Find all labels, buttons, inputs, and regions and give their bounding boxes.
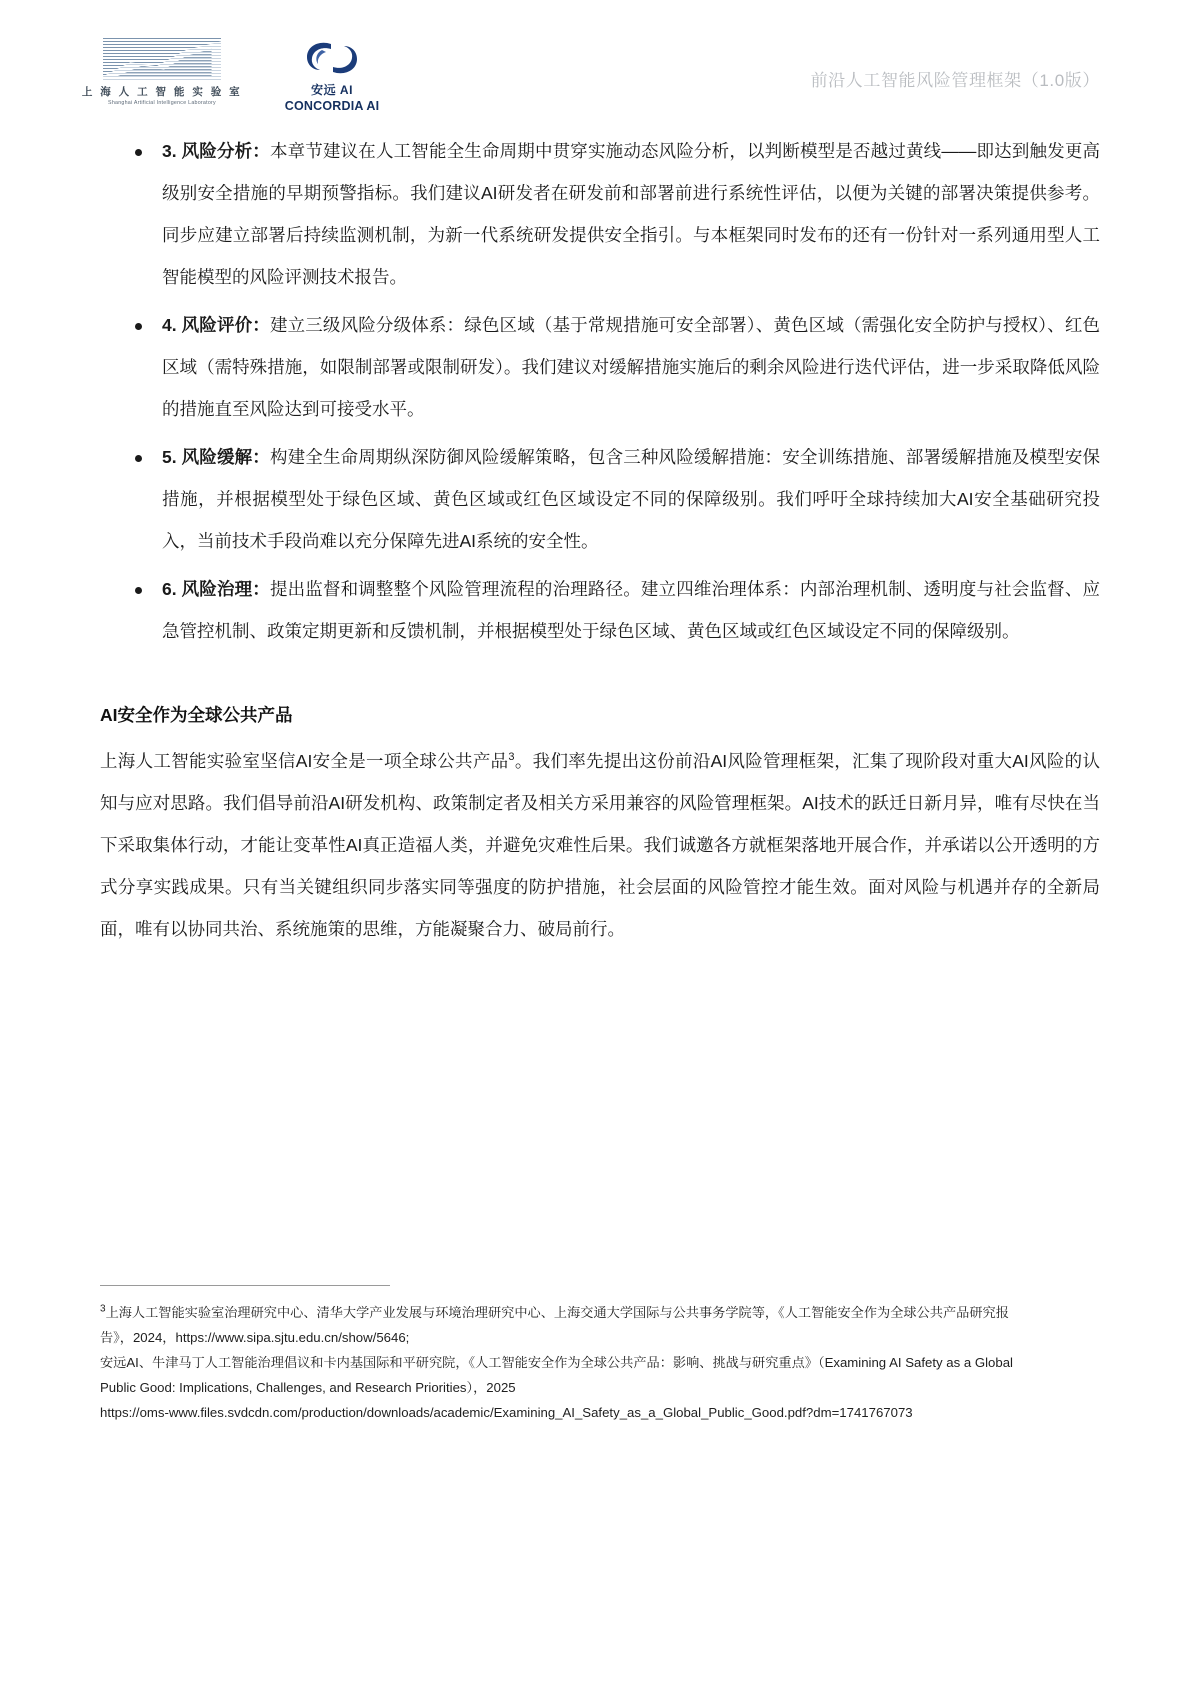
footnote-text-line-1: 上海人工智能实验室治理研究中心、清华大学产业发展与环境治理研究中心、上海交通大学国际与公共事务学院等，《人工智能安全作为全球公共产品研究报告》，2024，https://www.sipa.sjtu.edu.cn/show/5646;: [100, 1305, 1009, 1345]
bullet-body-text: 构建全生命周期纵深防御风险缓解策略，包含三种风险缓解措施：安全训练措施、部署缓解措施及模型安保措施，并根据模型处于绿色区域、黄色区域或红色区域设定不同的保障级别。我们呼吁全球持续加大AI安全基础研究投入，当前技术手段尚难以充分保障先进AI系统的安全性。: [162, 447, 1100, 551]
paragraph-text-before-footnote: 上海人工智能实验室坚信AI安全是一项全球公共产品: [100, 751, 509, 771]
shanghai-ai-lab-logo: [81, 38, 243, 106]
footnote-entry: [100, 1400, 1040, 1425]
list-item: [100, 436, 1100, 562]
list-item: [100, 568, 1100, 652]
footnote-entry: [100, 1350, 1040, 1400]
list-item: [100, 130, 1100, 298]
footnote-url-line-3[interactable]: https://oms-www.files.svdcdn.com/production/downloads/academic/Examining_AI_Safety_as_a_Global_Public_Good.pdf?dm=1741767073: [100, 1405, 913, 1420]
footnote-entry: [100, 1300, 1040, 1350]
concordia-ai-logo: [276, 38, 388, 113]
footnote-area: [100, 1285, 1040, 1425]
footnote-reference-marker[interactable]: 3: [508, 751, 515, 764]
section-heading: AI安全作为全球公共产品: [100, 705, 293, 725]
bullet-body-text: 本章节建议在人工智能全生命周期中贯穿实施动态风险分析，以判断模型是否越过黄线——即达到触发更高级别安全措施的早期预警指标。我们建议AI研发者在研发前和部署前进行系统性评估，以便为关键的部署决策提供参考。同步应建立部署后持续监测机制，为新一代系统研发提供安全指引。与本框架同时发布的还有一份针对一系列通用型人工智能模型的风险评测技术报告。: [162, 141, 1100, 287]
footnote-block: [100, 1300, 1040, 1425]
document-content: [100, 130, 1100, 950]
bullet-body-text: 提出监督和调整整个风险管理流程的治理路径。建立四维治理体系：内部治理机制、透明度与社会监督、应急管控机制、政策定期更新和反馈机制，并根据模型处于绿色区域、黄色区域或红色区域设定不同的保障级别。: [162, 579, 1100, 641]
section-paragraph: [100, 740, 1100, 950]
paragraph-text-after-footnote: 。我们率先提出这份前沿AI风险管理框架，汇集了现阶段对重大AI风险的认知与应对思路。我们倡导前沿AI研发机构、政策制定者及相关方采用兼容的风险管理框架。AI技术的跃迁日新月异，唯有尽快在当下采取集体行动，才能让变革性AI真正造福人类，并避免灾难性后果。我们诚邀各方就框架落地开展合作，并承诺以公开透明的方式分享实践成果。只有当关键组织同步落实同等强度的防护措施，社会层面的风险管控才能生效。面对风险与机遇并存的全新局面，唯有以协同共治、系统施策的思维，方能凝聚合力、破局前行。: [100, 751, 1100, 939]
footnote-separator-rule: [100, 1285, 390, 1286]
list-item: [100, 304, 1100, 430]
bullet-lead-label: 4. 风险评价：: [162, 315, 270, 335]
shanghai-ai-lab-name-en: Shanghai Artificial Intelligence Laboratory: [108, 100, 216, 106]
bullet-body-text: 建立三级风险分级体系：绿色区域（基于常规措施可安全部署）、黄色区域（需强化安全防护与授权）、红色区域（需特殊措施，如限制部署或限制研发）。我们建议对缓解措施实施后的剩余风险进行迭代评估，进一步采取降低风险的措施直至风险达到可接受水平。: [162, 315, 1100, 419]
footnote-number: 3: [100, 1303, 106, 1315]
summary-bullet-list: [100, 130, 1100, 652]
logo-group: [81, 38, 388, 113]
shanghai-ai-lab-name-cn: 上 海 人 工 智 能 实 验 室: [81, 86, 243, 98]
concordia-ai-name-cn: 安远 AI: [311, 83, 353, 97]
shanghai-ai-lab-mark-icon: [103, 38, 221, 80]
bullet-lead-label: 5. 风险缓解：: [162, 447, 270, 467]
concordia-swirl-icon: [301, 38, 363, 78]
bullet-lead-label: 3. 风险分析：: [162, 141, 270, 161]
header-document-title: 前沿人工智能风险管理框架（1.0版）: [810, 71, 1100, 90]
concordia-ai-name-en: CONCORDIA AI: [284, 99, 380, 113]
page-header: [81, 38, 1100, 113]
bullet-lead-label: 6. 风险治理：: [162, 579, 270, 599]
footnote-text-line-2: 安远AI、牛津马丁人工智能治理倡议和卡内基国际和平研究院，《人工智能安全作为全球公共产品：影响、挑战与研究重点》（Examining AI Safety as a Global Public Good: Implications, Challenges, and Research Priorities），2025: [100, 1355, 1013, 1395]
